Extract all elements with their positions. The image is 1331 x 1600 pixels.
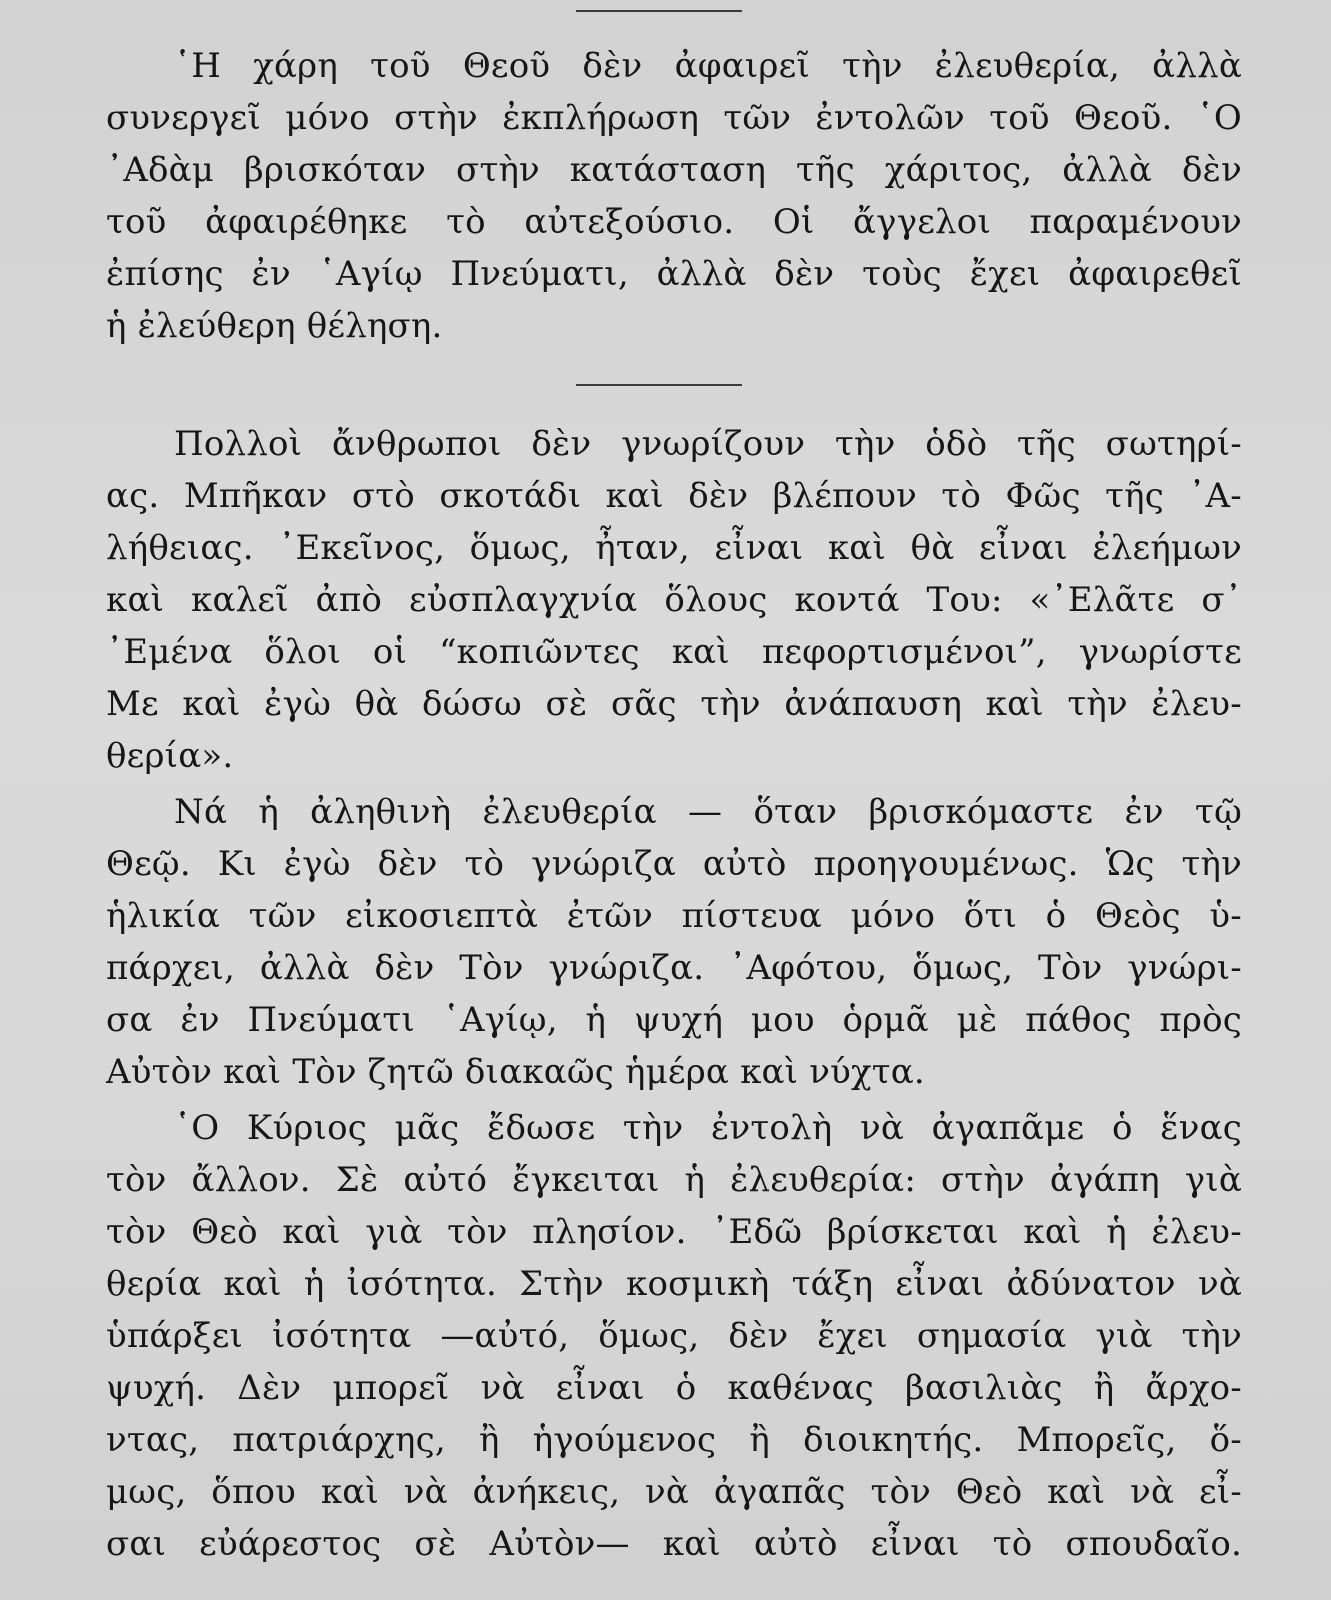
text-line: ῾Ο Κύριος μᾶς ἔδωσε τὴν ἐντολὴ νὰ ἀγαπᾶμε ὁ ἕνας	[174, 1108, 1242, 1148]
text-line: σα ἐν Πνεύματι ῾Αγίῳ, ἡ ψυχή μου ὁρμᾶ μὲ πάθος πρὸς	[106, 1000, 1242, 1040]
text-line: ᾿Εμένα ὅλοι οἱ “κοπιῶντες καὶ πεφορτισμένοι”, γνωρίστε	[106, 632, 1242, 672]
text-line: τὸν Θεὸ καὶ γιὰ τὸν πλησίον. ᾿Εδῶ βρίσκεται καὶ ἡ ἐλευ-	[106, 1212, 1242, 1252]
text-line: ἡ ἐλεύθερη θέληση.	[106, 306, 443, 346]
text-line: Αὐτὸν καὶ Τὸν ζητῶ διακαῶς ἡμέρα καὶ νύχτα.	[106, 1052, 925, 1092]
section-divider	[576, 10, 742, 12]
section-divider	[576, 384, 742, 386]
text-line: ῾Η χάρη τοῦ Θεοῦ δὲν ἀφαιρεῖ τὴν ἐλευθερία, ἀλλὰ	[174, 46, 1242, 86]
text-line: λήθειας. ᾿Εκεῖνος, ὅμως, ἦταν, εἶναι καὶ θὰ εἶναι ἐλεήμων	[106, 528, 1242, 568]
text-line: τοῦ ἀφαιρέθηκε τὸ αὐτεξούσιο. Οἱ ἄγγελοι παραμένουν	[106, 202, 1242, 242]
text-line: ἐπίσης ἐν ῾Αγίῳ Πνεύματι, ἀλλὰ δὲν τοὺς ἔχει ἀφαιρεθεῖ	[106, 254, 1242, 294]
text-line: πάρχει, ἀλλὰ δὲν Τὸν γνώριζα. ᾿Αφότου, ὅμως, Τὸν γνώρι-	[106, 948, 1242, 988]
text-line: ας. Μπῆκαν στὸ σκοτάδι καὶ δὲν βλέπουν τὸ Φῶς τῆς ᾿Α-	[106, 476, 1242, 516]
text-line: ᾿Αδὰμ βρισκόταν στὴν κατάσταση τῆς χάριτος, ἀλλὰ δὲν	[106, 150, 1242, 190]
text-line: συνεργεῖ μόνο στὴν ἐκπλήρωση τῶν ἐντολῶν τοῦ Θεοῦ. ῾Ο	[106, 98, 1242, 138]
text-line: Πολλοὶ ἄνθρωποι δὲν γνωρίζουν τὴν ὁδὸ τῆς σωτηρί-	[174, 424, 1242, 464]
text-line: σαι εὐάρεστος σὲ Αὐτὸν— καὶ αὐτὸ εἶναι τὸ σπουδαῖο.	[106, 1524, 1242, 1564]
text-line: ντας, πατριάρχης, ἢ ἡγούμενος ἢ διοικητής. Μπορεῖς, ὅ-	[106, 1420, 1242, 1460]
text-line: τὸν ἄλλον. Σὲ αὐτό ἔγκειται ἡ ἐλευθερία: στὴν ἀγάπη γιὰ	[106, 1160, 1242, 1200]
text-line: ὑπάρξει ἰσότητα —αὐτό, ὅμως, δὲν ἔχει σημασία γιὰ τὴν	[106, 1316, 1242, 1356]
text-line: μως, ὅπου καὶ νὰ ἀνήκεις, νὰ ἀγαπᾶς τὸν Θεὸ καὶ νὰ εἶ-	[106, 1472, 1242, 1512]
text-line: καὶ καλεῖ ἀπὸ εὐσπλαγχνία ὅλους κοντά Του: «᾿Ελᾶτε σ᾿	[106, 580, 1242, 620]
text-line: ψυχή. Δὲν μπορεῖ νὰ εἶναι ὁ καθένας βασιλιὰς ἢ ἄρχο-	[106, 1368, 1242, 1408]
text-line: Με καὶ ἐγὼ θὰ δώσω σὲ σᾶς τὴν ἀνάπαυση καὶ τὴν ἐλευ-	[106, 684, 1242, 724]
text-line: ἡλικία τῶν εἰκοσιεπτὰ ἐτῶν πίστευα μόνο ὅτι ὁ Θεὸς ὑ-	[106, 896, 1242, 936]
text-line: θερία».	[106, 736, 234, 776]
text-line: θερία καὶ ἡ ἰσότητα. Στὴν κοσμικὴ τάξη εἶναι ἀδύνατον νὰ	[106, 1264, 1242, 1304]
text-line: Νά ἡ ἀληθινὴ ἐλευθερία — ὅταν βρισκόμαστε ἐν τῷ	[174, 792, 1242, 832]
text-line: Θεῷ. Κι ἐγὼ δὲν τὸ γνώριζα αὐτὸ προηγουμένως. Ὡς τὴν	[106, 844, 1242, 884]
